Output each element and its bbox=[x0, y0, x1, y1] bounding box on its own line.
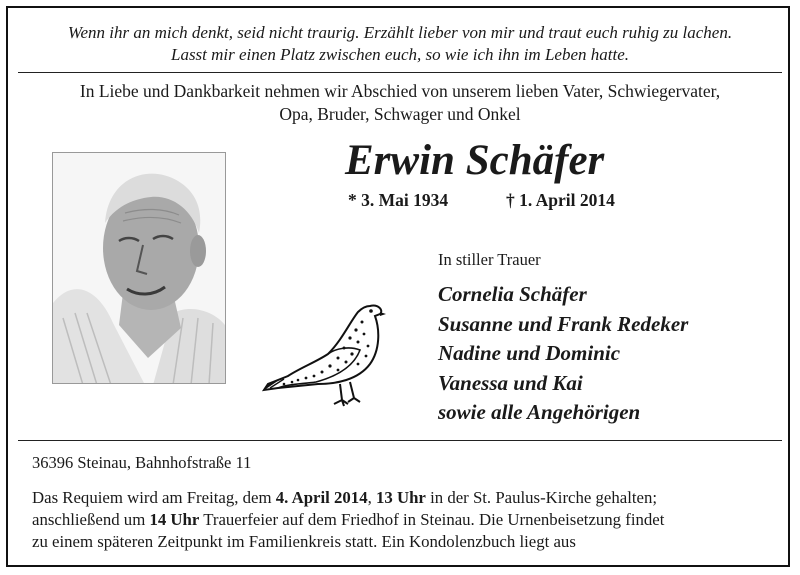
mourner-name: Cornelia Schäfer bbox=[438, 282, 587, 306]
requiem-text: anschließend um bbox=[32, 510, 150, 529]
requiem-text: Das Requiem wird am Freitag, dem bbox=[32, 488, 276, 507]
intro-text bbox=[8, 80, 792, 126]
birth-date: * 3. Mai 1934 bbox=[348, 190, 449, 210]
requiem-line-2 bbox=[32, 509, 772, 531]
funeral-time: 14 Uhr bbox=[149, 510, 200, 529]
requiem-line-1 bbox=[32, 487, 772, 509]
mourning-label: In stiller Trauer bbox=[438, 250, 541, 269]
divider-bottom bbox=[18, 440, 782, 441]
intro-line-1: In Liebe und Dankbarkeit nehmen wir Abschied von unserem lieben Vater, Schwiegervater, bbox=[79, 81, 721, 101]
requiem-text: , bbox=[367, 488, 376, 507]
divider-top bbox=[18, 72, 782, 73]
mourner-name: sowie alle Angehörigen bbox=[438, 400, 641, 424]
intro-line-2: Opa, Bruder, Schwager und Onkel bbox=[279, 104, 521, 124]
requiem-info bbox=[32, 487, 772, 553]
requiem-line-3: zu einem späteren Zeitpunkt im Familienkreis statt. Ein Kondolenzbuch liegt aus bbox=[32, 532, 576, 551]
motto-line-1: Wenn ihr an mich denkt, seid nicht traurig. Erzählt lieber von mir und traut euch ruhig zu lachen. bbox=[67, 23, 733, 42]
death-date: † 1. April 2014 bbox=[506, 190, 615, 210]
requiem-date: 4. April 2014 bbox=[275, 488, 368, 507]
portrait-icon bbox=[53, 153, 226, 384]
deceased-name: Erwin Schäfer bbox=[345, 137, 605, 184]
portrait-photo bbox=[52, 152, 226, 384]
mourners-list bbox=[438, 280, 688, 428]
requiem-time: 13 Uhr bbox=[375, 488, 426, 507]
family-address: 36396 Steinau, Bahnhofstraße 11 bbox=[32, 453, 252, 472]
motto-line-2: Lasst mir einen Platz zwischen euch, so wie ich ihn im Leben hatte. bbox=[170, 45, 629, 64]
dove-icon bbox=[258, 292, 390, 412]
requiem-text: in der St. Paulus-Kirche gehalten; bbox=[425, 488, 658, 507]
mourner-name: Nadine und Dominic bbox=[438, 341, 621, 365]
motto bbox=[8, 22, 792, 66]
requiem-text: Trauerfeier auf dem Friedhof in Steinau. Die Urnenbeisetzung findet bbox=[199, 510, 665, 529]
mourner-name: Vanessa und Kai bbox=[438, 370, 583, 395]
mourner-name: Susanne und Frank Redeker bbox=[438, 311, 689, 336]
